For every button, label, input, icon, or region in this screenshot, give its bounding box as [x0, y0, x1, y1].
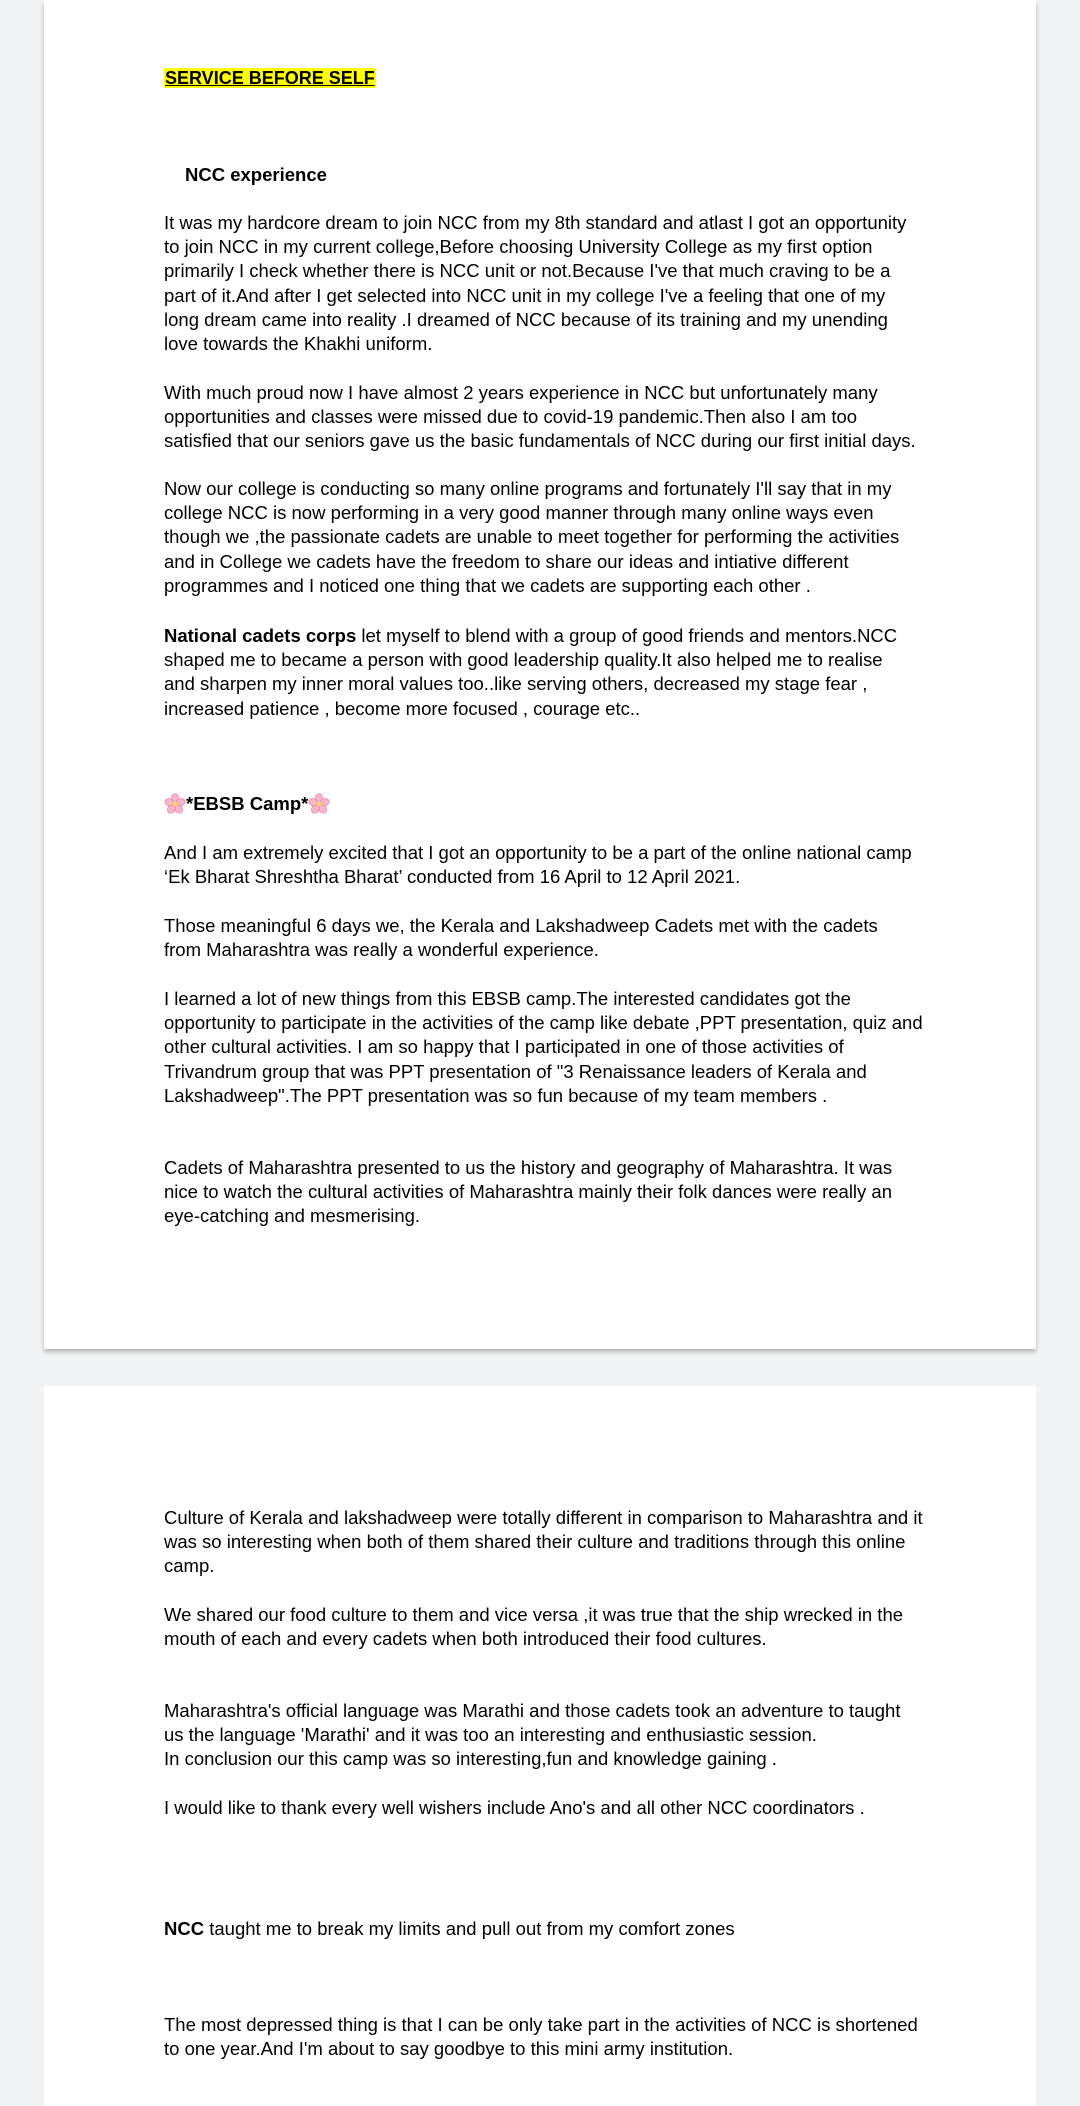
bold-ncc: NCC: [164, 1918, 205, 1939]
paragraph-online-programs: Now our college is conducting so many online programs and fortunately I'll say that in my college NCC is now performing in a very good manner through many online ways even though we ,the passionate cadets are unable to meet together for performing the activities and in College we cadets have the freedom to share our ideas and intiative different programmes and I noticed one thing that we cadets are supporting each other .: [164, 478, 900, 596]
paragraph-national-cadets-corps: National cadets corps let myself to blend with a group of good friends and mentors.NCC shaped me to became a person with good leadership quality.It also helped me to realise and sharpen my inner moral values too..like serving others, decreased my stage fear , increased patience , become more focused , courage etc..: [164, 625, 898, 719]
paragraph-food-culture: We shared our food culture to them and vice versa ,it was true that the ship wrecked in the mouth of each and every cadets when both introduced their food cultures.: [164, 1604, 904, 1650]
paragraph-goodbye: The most depressed thing is that I can be only take part in the activities of NCC is shortened to one year.And I'm about to say goodbye to this mini army institution.: [164, 2014, 918, 2060]
paragraph-ncc-limits: NCC taught me to break my limits and pull out from my comfort zones: [164, 1918, 735, 1939]
paragraph-learned: I learned a lot of new things from this EBSB camp.The interested candidates got the opportunity to participate in the activities of the camp like debate ,PPT presentation, quiz and other cultural activities. I am so happy that I participated in one of those activities of Trivandrum group that was PPT presentation of "3 Renaissance leaders of Kerala and Lakshadweep".The PPT presentation was so fun because of my team members .: [164, 988, 923, 1106]
ncc-experience-heading: NCC experience: [185, 164, 327, 185]
paragraph-marathi: Maharashtra's official language was Marathi and those cadets took an adventure to taught us the language 'Marathi' and it was too an interesting and enthusiastic session. In conclusion our this camp was so interesting,fun and knowledge gaining .: [164, 1700, 901, 1770]
document-page-1: [44, 0, 1036, 1349]
cherry-blossom-icon: [164, 793, 186, 815]
paragraph-experience: With much proud now I have almost 2 years experience in NCC but unfortunately many opportunities and classes were missed due to covid-19 pandemic.Then also I am too satisfied that our seniors gave us the basic fundamentals of NCC during our first initial days.: [164, 382, 916, 452]
paragraph-culture: Culture of Kerala and lakshadweep were totally different in comparison to Maharashtra and it was so interesting when both of them shared their culture and traditions through this online camp.: [164, 1507, 923, 1577]
document-page-2: [44, 1386, 1036, 2106]
paragraph-thanks: I would like to thank every well wishers include Ano's and all other NCC coordinators .: [164, 1797, 865, 1818]
cherry-blossom-icon: [308, 793, 330, 815]
paragraph-ebsb-opportunity: And I am extremely excited that I got an opportunity to be a part of the online national camp ‘Ek Bharat Shreshtha Bharat’ conducted from 16 April to 12 April 2021.: [164, 842, 912, 888]
paragraph-meaningful-days: Those meaningful 6 days we, the Kerala and Lakshadweep Cadets met with the cadets from Maharashtra was really a wonderful experience.: [164, 915, 878, 961]
paragraph-maharashtra-cadets: Cadets of Maharashtra presented to us the history and geography of Maharashtra. It was nice to watch the cultural activities of Maharashtra mainly their folk dances were really an eye-catching and mesmerising.: [164, 1157, 893, 1227]
document-title: SERVICE BEFORE SELF: [165, 68, 375, 88]
bold-national-cadets-corps: National cadets corps: [164, 625, 357, 646]
ebsb-camp-heading: *EBSB Camp*: [164, 792, 964, 816]
paragraph-dream: It was my hardcore dream to join NCC from my 8th standard and atlast I got an opportunity to join NCC in my current college,Before choosing University College as my first option primarily I check whether there is NCC unit or not.Because I've that much craving to be a part of it.And after I get selected into NCC unit in my college I've a feeling that one of my long dream came into reality .I dreamed of NCC because of its training and my unending love towards the Khakhi uniform.: [164, 212, 907, 355]
